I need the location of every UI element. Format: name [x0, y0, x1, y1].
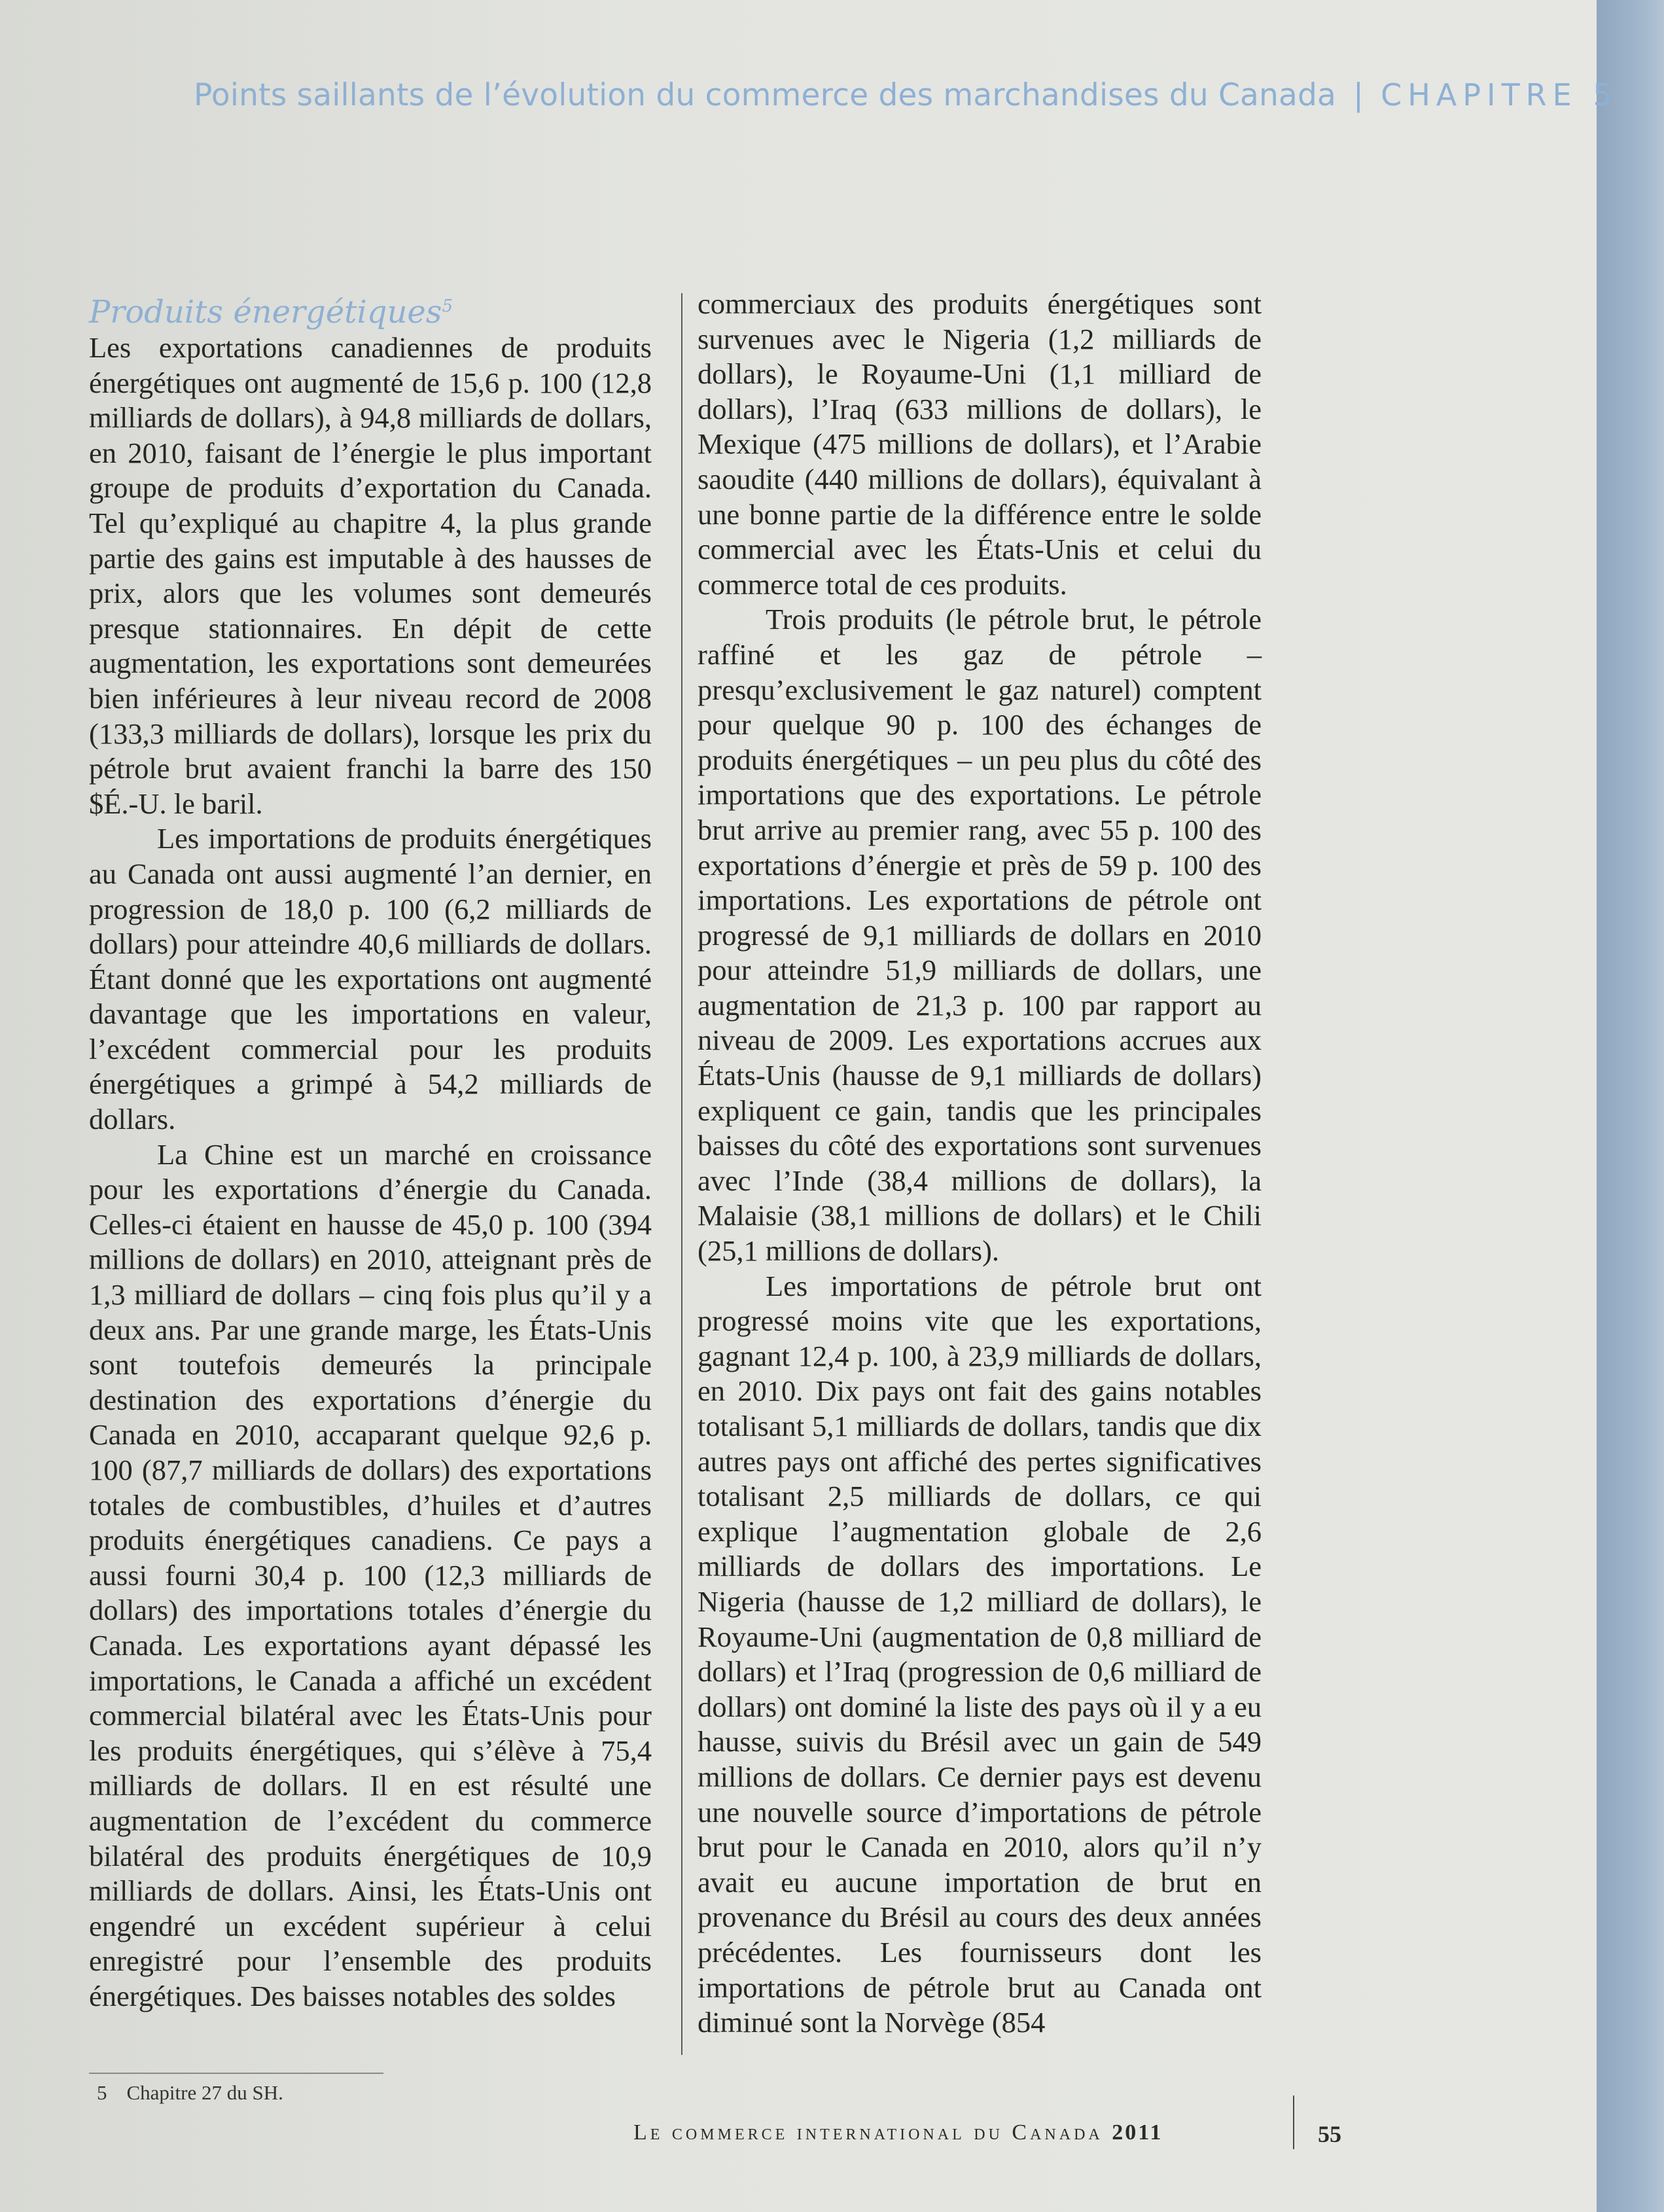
- left-column: [89, 288, 652, 2014]
- footer-year: 2011: [1112, 2120, 1163, 2145]
- section-heading: [89, 288, 652, 330]
- footer-publication-name: Le commerce international du Canada: [633, 2120, 1103, 2145]
- header-separator: |: [1353, 77, 1364, 113]
- right-column: [698, 287, 1262, 2041]
- footer-divider: [1293, 2096, 1294, 2149]
- paragraph: Les importations de pétrole brut ont progressé moins vite que les exportations, gagnant 12,4 p. 100, à 23,9 milliards de dollars, en 2010. Dix pays ont fait des gains notables totalisant 5,1 milliards de dollars, tandis que dix autres pays ont affiché des pertes significatives totalisant 2,5 milliards de dollars, ce qui explique l’augmentation globale de 2,6 milliards de dollars des importations. Le Nigeria (hausse de 1,2 milliard de dollars), le Royaume-Uni (augmentation de 0,8 milliard de dollars) et l’Iraq (progression de 0,6 milliard de dollars) ont dominé la liste des pays où il y a eu hausse, suivis du Brésil avec un gain de 549 millions de dollars. Ce dernier pays est devenu une nouvelle source d’importations de pétrole brut pour le Canada en 2010, alors qu’il n’y avait eu aucune importation de brut en provenance du Brésil au cours des deux années précédentes. Les fournisseurs dont les importations de pétrole brut au Canada ont diminué sont la Norvège (854: [698, 1269, 1262, 2039]
- footer-publication: [633, 2120, 1268, 2145]
- column-divider: [681, 293, 682, 2055]
- page-number: 55: [1318, 2121, 1341, 2147]
- header-chapter: CHAPITRE 5: [1381, 77, 1618, 113]
- paragraph: Trois produits (le pétrole brut, le pétrole raffiné et les gaz de pétrole – presqu’exclusivement le gaz naturel) comptent pour quelque 90 p. 100 des échanges de produits énergétiques – un peu plus du côté des importations que des exportations. Le pétrole brut arrive au premier rang, avec 55 p. 100 des exportations d’énergie et près de 59 p. 100 des importations. Les exportations de pétrole ont progressé de 9,1 milliards de dollars en 2010 pour atteindre 51,9 milliards de dollars, une augmentation de 21,3 p. 100 par rapport au niveau de 2009. Les exportations accrues aux États-Unis (hausse de 9,1 milliards de dollars) expliquent ce gain, tandis que les principales baisses du côté des exportations sont survenues avec l’Inde (38,4 millions de dollars), la Malaisie (38,1 millions de dollars) et le Chili (25,1 millions de dollars).: [698, 603, 1262, 1268]
- running-header: [194, 77, 1618, 113]
- footnote-rule: [89, 2073, 383, 2074]
- paragraph: Les exportations canadiennes de produits énergétiques ont augmenté de 15,6 p. 100 (12,8 milliards de dollars), à 94,8 milliards de dollars, en 2010, faisant de l’énergie le plus important groupe de produits d’exportation du Canada. Tel qu’expliqué au chapitre 4, la plus grande partie des gains est imputable à des hausses de prix, alors que les volumes sont demeurés presque stationnaires. En dépit de cette augmentation, les exportations sont demeurées bien inférieures à leur niveau record de 2008 (133,3 milliards de dollars), lorsque les prix du pétrole brut avaient franchi la barre des 150 $É.-U. le baril.: [89, 331, 652, 820]
- footnote-ref: 5: [442, 296, 453, 316]
- footnote-text: Chapitre 27 du SH.: [126, 2081, 283, 2104]
- paragraph: Les importations de produits énergétiques au Canada ont aussi augmenté l’an dernier, en progression de 18,0 p. 100 (6,2 milliards de dollars) pour atteindre 40,6 milliards de dollars. Étant donné que les exportations ont augmenté davantage que les importations en valeur, l’excédent commercial pour les produits énergétiques a grimpé à 54,2 milliards de dollars.: [89, 822, 652, 1136]
- footnote-number: 5: [97, 2081, 107, 2104]
- footnote: [97, 2080, 283, 2106]
- section-heading-text: Produits énergétiques: [89, 294, 442, 330]
- page-edge-strip: [1597, 0, 1664, 2212]
- paragraph: La Chine est un marché en croissance pour les exportations d’énergie du Canada. Celles-ci étaient en hausse de 45,0 p. 100 (394 millions de dollars) en 2010, atteignant près de 1,3 milliard de dollars – cinq fois plus qu’il y a deux ans. Par une grande marge, les États-Unis sont toutefois demeurés la principale destination des exportations d’énergie du Canada en 2010, accaparant quelque 92,6 p. 100 (87,7 milliards de dollars) des exportations totales de combustibles, d’huiles et d’autres produits énergétiques canadiens. Ce pays a aussi fourni 30,4 p. 100 (12,3 milliards de dollars) des importations totales d’énergie du Canada. Les exportations ayant dépassé les importations, le Canada a affiché un excédent commercial bilatéral avec les États-Unis pour les produits énergétiques, qui s’élève à 75,4 milliards de dollars. Il en est résulté une augmentation de l’excédent du commerce bilatéral des produits énergétiques de 10,9 milliards de dollars. Ainsi, les États-Unis ont engendré un excédent supérieur à celui enregistré pour l’ensemble des produits énergétiques. Des baisses notables des soldes: [89, 1137, 652, 2012]
- header-title: Points saillants de l’évolution du commerce des marchandises du Canada: [194, 77, 1337, 113]
- paragraph: commerciaux des produits énergétiques sont survenues avec le Nigeria (1,2 milliards de dollars), le Royaume-Uni (1,1 milliard de dollars), l’Iraq (633 millions de dollars), le Mexique (475 millions de dollars), et l’Arabie saoudite (440 millions de dollars), équivalant à une bonne partie de la différence entre le solde commercial avec les États-Unis et celui du commerce total de ces produits.: [698, 287, 1262, 601]
